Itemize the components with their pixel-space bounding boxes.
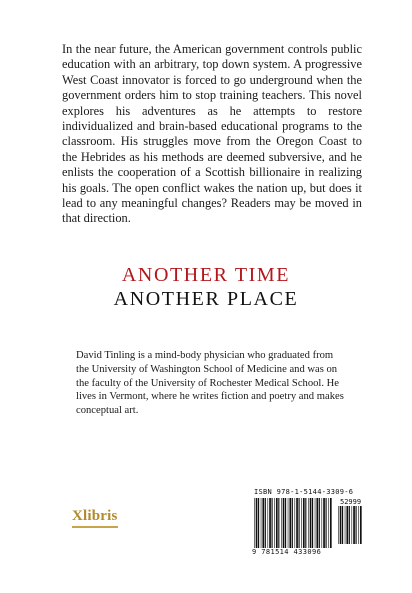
price-code: 52999 — [340, 498, 362, 506]
barcode-number: 9 781514 433096 — [252, 548, 322, 556]
isbn-barcode — [252, 488, 364, 562]
isbn-text: ISBN 978-1-5144-3309-6 — [254, 488, 354, 496]
title-line-2: ANOTHER PLACE — [113, 288, 299, 310]
book-title — [0, 264, 412, 310]
barcode-addon-bars — [338, 506, 362, 544]
publisher-logo: Xlibris — [72, 508, 118, 528]
author-bio: David Tinling is a mind-body physician who graduated from the University of Washington School of Medicine and was on the faculty of the University of Rochester Medical School. He lives in Vermont, where he writes fiction and poetry and makes conceptual art. — [76, 350, 344, 417]
book-blurb: In the near future, the American government controls public education with an arbitrary, top down system. A progressive West Coast innovator is forced to go underground when the government orders him to stop training teachers. This novel explores his adventures as he attempts to restore individualized and brain-based educational programs to the classroom. His struggles move from the Oregon Coast to the Hebrides as his methods are deemed subversive, and he enlists the cooperation of a Scottish billionaire in realizing his goals. The open conflict wakes the nation up, but does it lead to any meaningful changes? Readers may be moved in that direction. — [62, 42, 362, 226]
barcode-main-bars — [254, 498, 332, 548]
title-line-1: ANOTHER TIME — [121, 264, 291, 286]
